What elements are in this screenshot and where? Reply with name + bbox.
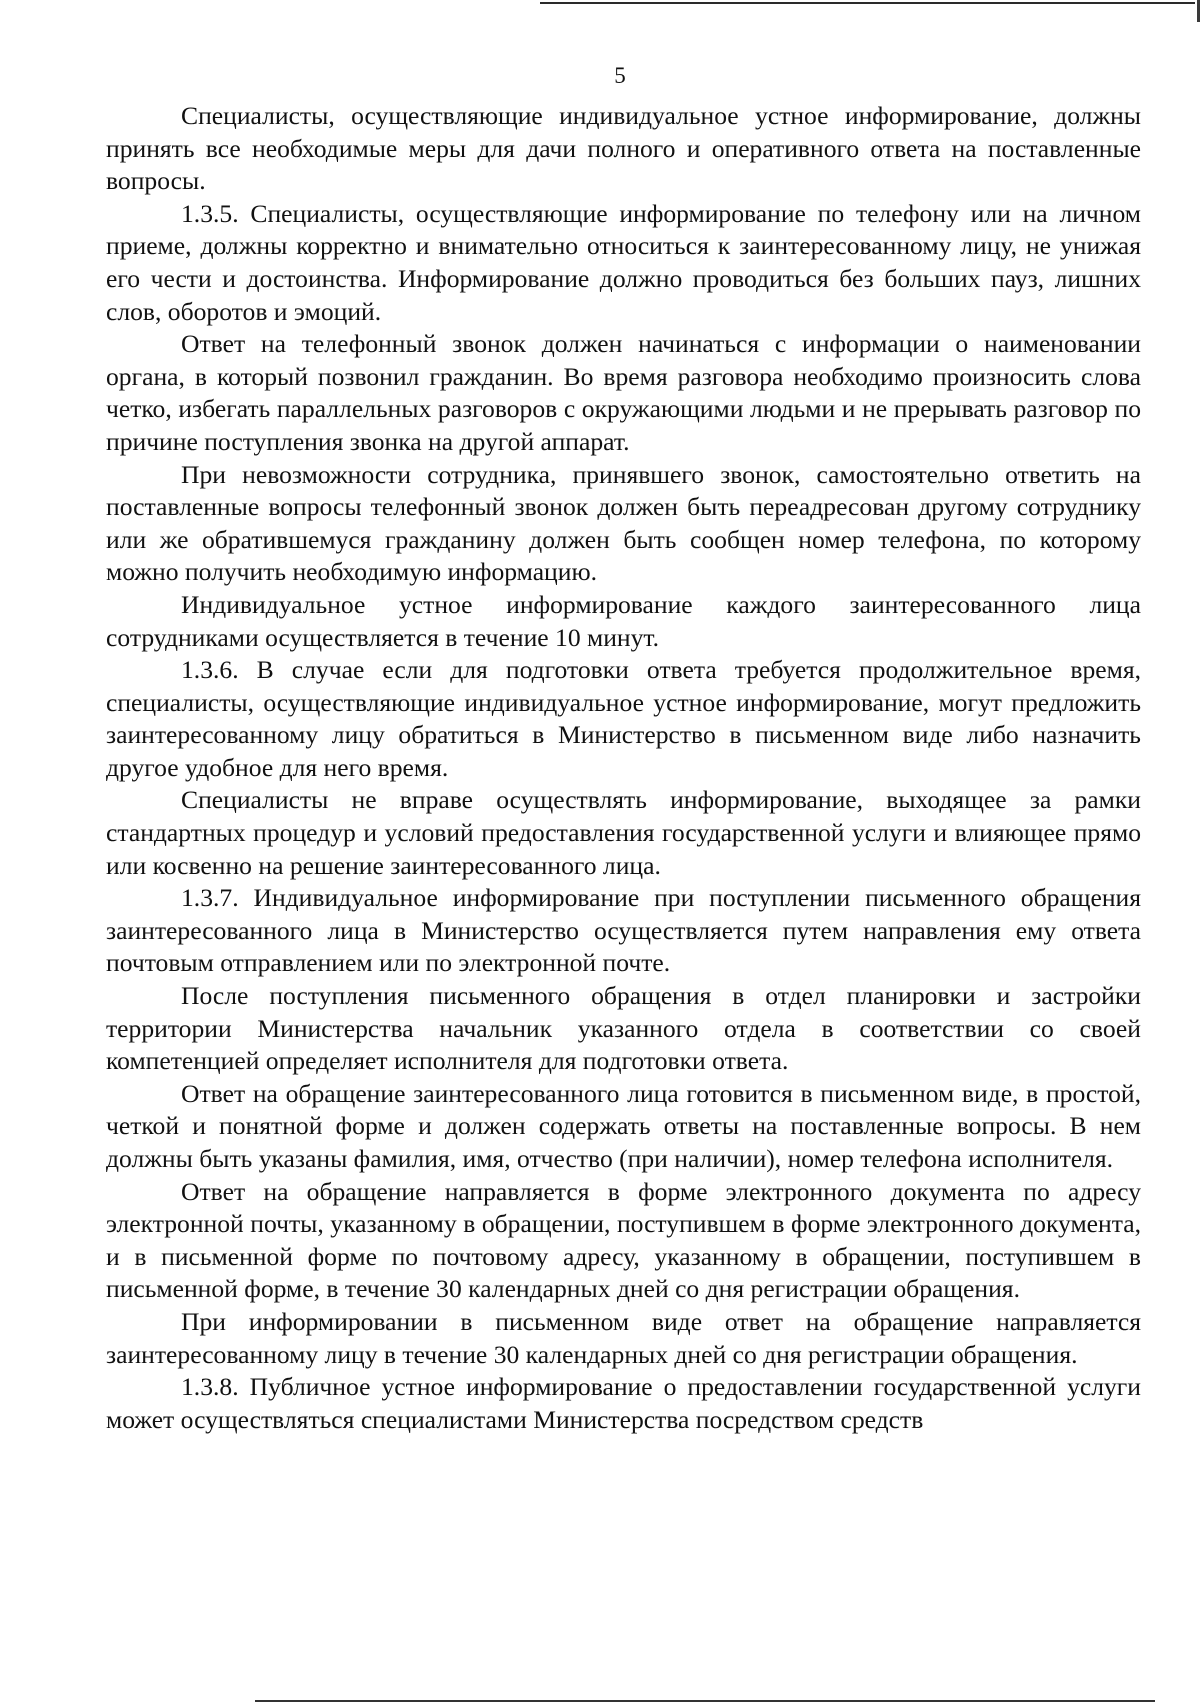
paragraph: При информировании в письменном виде ответ на обращение направляется заинтересованному лицу в течение 30 календарных дней со дня регистрации обращения.	[106, 1306, 1141, 1369]
scan-border-top	[540, 2, 1195, 4]
document-body	[106, 100, 1141, 1436]
paragraph: После поступления письменного обращения в отдел планировки и застройки территории Министерства начальник указанного отдела в соответствии со своей компетенцией определяет исполнителя для подготовки ответа.	[106, 981, 1141, 1076]
paragraph: Специалисты не вправе осуществлять информирование, выходящее за рамки стандартных процедур и условий предоставления государственной услуги и влияющее прямо или косвенно на решение заинтересованного лица.	[106, 785, 1141, 880]
scan-border-bottom	[255, 1700, 1155, 1702]
paragraph: Индивидуальное устное информирование каждого заинтересованного лица сотрудниками осуществляется в течение 10 минут.	[106, 589, 1141, 652]
paragraph: 1.3.5. Специалисты, осуществляющие информирование по телефону или на личном приеме, должны корректно и внимательно относиться к заинтересованному лицу, не унижая его чести и достоинства. Информирование должно проводиться без больших пауз, лишних слов, оборотов и эмоций.	[106, 198, 1141, 326]
paragraph: 1.3.7. Индивидуальное информирование при поступлении письменного обращения заинтересованного лица в Министерство осуществляется путем направления ему ответа почтовым отправлением или по электронной почте.	[106, 883, 1141, 978]
page-number: 5	[614, 63, 626, 88]
paragraph: Ответ на обращение направляется в форме электронного документа по адресу электронной почты, указанному в обращении, поступившем в форме электронного документа, и в письменной форме по почтовому адресу, указанному в обращении, поступившем в письменной форме, в течение 30 календарных дней со дня регистрации обращения.	[106, 1176, 1141, 1304]
paragraph: 1.3.6. В случае если для подготовки ответа требуется продолжительное время, специалисты, осуществляющие индивидуальное устное информирование, могут предложить заинтересованному лицу обратиться в Министерство в письменном виде либо назначить другое удобное для него время.	[106, 655, 1141, 782]
paragraph: Специалисты, осуществляющие индивидуальное устное информирование, должны принять все необходимые меры для дачи полного и оперативного ответа на поставленные вопросы.	[106, 101, 1141, 196]
paragraph: Ответ на обращение заинтересованного лица готовится в письменном виде, в простой, четкой и понятной форме и должен содержать ответы на поставленные вопросы. В нем должны быть указаны фамилия, имя, отчество (при наличии), номер телефона исполнителя.	[106, 1078, 1141, 1173]
paragraph: 1.3.8. Публичное устное информирование о предоставлении государственной услуги может осуществляться специалистами Министерства посредством средств	[106, 1372, 1141, 1434]
paragraph: Ответ на телефонный звонок должен начинаться с информации о наименовании органа, в который позвонил гражданин. Во время разговора необходимо произносить слова четко, избегать параллельных разговоров с окружающими людьми и не прерывать разговор по причине поступления звонка на другой аппарат.	[106, 329, 1141, 456]
paragraph: При невозможности сотрудника, принявшего звонок, самостоятельно ответить на поставленные вопросы телефонный звонок должен быть переадресован другому сотруднику или же обратившемуся гражданину должен быть сообщен номер телефона, по которому можно получить необходимую информацию.	[106, 459, 1141, 587]
